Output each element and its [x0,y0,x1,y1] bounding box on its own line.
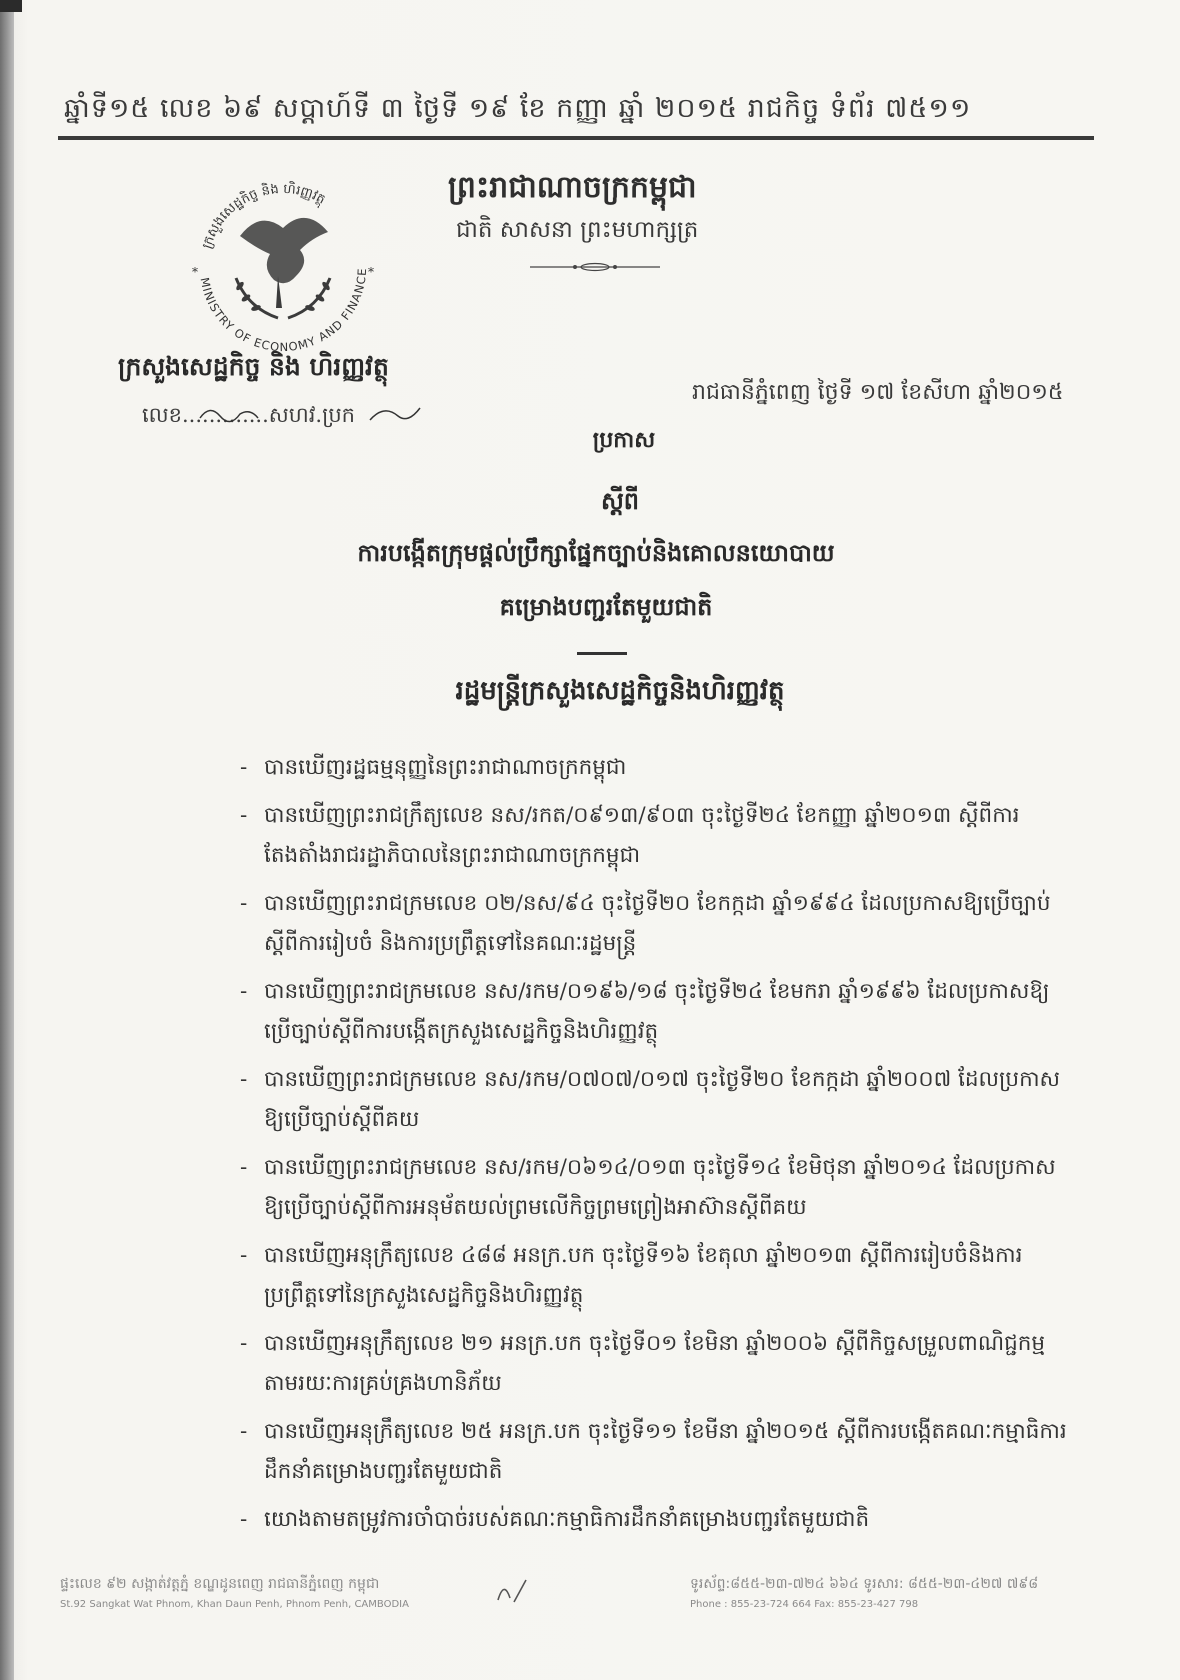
kingdom-title: ព្រះរាជាណាចក្រកម្ពុជា [448,170,697,205]
document-type: ប្រកាស [592,427,656,453]
scan-corner-mark [0,0,22,12]
handwritten-ref-icon [192,398,432,432]
issuer-title: រដ្ឋមន្ត្រីក្រសួងសេដ្ឋកិច្ចនិងហិរញ្ញវត្ថុ [455,676,785,706]
consideration-item: - យោងតាមតម្រូវការចាំបាច់របស់គណៈកម្មាធិការដឹកនាំគម្រោងបញ្ជរតែមួយជាតិ [238,1500,1068,1540]
svg-text:*: * [192,265,198,279]
footer-address-km: ផ្ទះលេខ ៩២ សង្កាត់វត្តភ្នំ ខណ្ឌដូនពេញ រាជធានីភ្នំពេញ កម្ពុជា [60,1576,380,1592]
ministry-name: ក្រសួងសេដ្ឋកិច្ច និង ហិរញ្ញវត្ថុ [118,352,389,381]
seal-bottom-text: MINISTRY OF ECONOMY AND FINANCE [197,267,370,355]
footer-address-en: St.92 Sangkat Wat Phnom, Khan Daun Penh, Phnom Penh, CAMBODIA [60,1599,409,1610]
consideration-item: - បានឃើញរដ្ឋធម្មនុញ្ញនៃព្រះរាជាណាចក្រកម្ពុជា [238,748,1068,788]
motto-ornament-icon [530,262,660,272]
footer-phone-en: Phone : 855-23-724 664 Fax: 855-23-427 798 [690,1599,919,1610]
subject-line-1: ការបង្កើតក្រុមផ្តល់ប្រឹក្សាផ្នែកច្បាប់និងគោលនយោបាយ [357,538,835,567]
consideration-item: - បានឃើញអនុក្រឹត្យលេខ ៤៨៨ អនក្រ.បក ចុះថ្ងៃទី១៦ ខែតុលា ឆ្នាំ២០១៣ ស្តីពីការរៀបចំនិងការប្រព្រឹត្តទៅនៃក្រសួងសេដ្ឋកិច្ចនិងហិរញ្ញវត្ថុ [238,1236,1068,1316]
subject-divider [577,652,627,655]
consideration-item: - បានឃើញព្រះរាជក្រឹត្យលេខ នស/រកត/០៩១៣/៩០៣ ចុះថ្ងៃទី២៤ ខែកញ្ញា ឆ្នាំ២០១៣ ស្តីពីការតែងតាំងរាជរដ្ឋាភិបាលនៃព្រះរាជាណាចក្រកម្ពុជា [238,796,1068,876]
kingdom-motto: ជាតិ សាសនា ព្រះមហាក្សត្រ [456,217,699,243]
gazette-header: ឆ្នាំទី១៥ លេខ ៦៩ សប្តាហ៍ទី ៣ ថ្ងៃទី ១៩ ខែ កញ្ញា ឆ្នាំ ២០១៥ រាជកិច្ច ទំព័រ ៧៥១១ [64,93,972,124]
reference-number: លេខ.............សហវ.ប្រក [142,403,356,427]
svg-text:*: * [368,265,374,279]
header-rule [58,136,1094,140]
date-line: រាជធានីភ្នំពេញ ថ្ងៃទី ១៧ ខែសីហា ឆ្នាំ២០១៥ [692,380,1064,405]
subject-label: ស្តីពី [600,486,640,515]
scan-edge [0,0,14,1680]
considerations-list [238,748,1068,1548]
ministry-seal-icon [178,158,388,358]
consideration-item: - បានឃើញព្រះរាជក្រមលេខ នស/រកម/០៦១៤/០១៣ ចុះថ្ងៃទី១៤ ខែមិថុនា ឆ្នាំ២០១៤ ដែលប្រកាស ឱ្យប្រើច្បាប់ស្តីពីការអនុម័តយល់ព្រមលើកិច្ចព្រមព្រៀងអាស៊ានស្តីពីគយ [238,1148,1068,1228]
page-footer [60,1574,1100,1634]
footer-address [60,1574,480,1610]
subject-line-2: គម្រោងបញ្ជរតែមួយជាតិ [499,592,713,621]
consideration-item: - បានឃើញព្រះរាជក្រមលេខ នស/រកម/០៧០៧/០១៧ ចុះថ្ងៃទី២០ ខែកក្កដា ឆ្នាំ២០០៧ ដែលប្រកាស ឱ្យប្រើច្បាប់ស្តីពីគយ [238,1060,1068,1140]
footer-phone-km: ទូរស័ព្ទ:៨៥៥-២៣-៧២៤ ៦៦៤ ទូរសារ: ៨៥៥-២៣-៤២៧ ៧៩៨ [690,1576,1039,1592]
footer-contact [690,1574,1090,1610]
consideration-item: - បានឃើញអនុក្រឹត្យលេខ ២៥ អនក្រ.បក ចុះថ្ងៃទី១១ ខែមីនា ឆ្នាំ២០១៥ ស្តីពីការបង្កើតគណៈកម្មាធិការដឹកនាំគម្រោងបញ្ជរតែមួយជាតិ [238,1412,1068,1492]
handwritten-initial-icon [492,1576,532,1606]
consideration-item: - បានឃើញព្រះរាជក្រមលេខ ០២/នស/៩៤ ចុះថ្ងៃទី២០ ខែកក្កដា ឆ្នាំ១៩៩៤ ដែលប្រកាសឱ្យប្រើច្បាប់ស្តីពីការរៀបចំ និងការប្រព្រឹត្តទៅនៃគណៈរដ្ឋមន្ត្រី [238,884,1068,964]
seal-top-text: ក្រសួងសេដ្ឋកិច្ច និង ហិរញ្ញវត្ថុ [199,181,328,251]
consideration-item: - បានឃើញអនុក្រឹត្យលេខ ២១ អនក្រ.បក ចុះថ្ងៃទី០១ ខែមិនា ឆ្នាំ២០០៦ ស្តីពីកិច្ចសម្រួលពាណិជ្ជកម្មតាមរយៈការគ្រប់គ្រងហានិភ័យ [238,1324,1068,1404]
consideration-item: - បានឃើញព្រះរាជក្រមលេខ នស/រកម/០១៩៦/១៨ ចុះថ្ងៃទី២៤ ខែមករា ឆ្នាំ១៩៩៦ ដែលប្រកាសឱ្យប្រើច្បាប់ស្តីពីការបង្កើតក្រសួងសេដ្ឋកិច្ចនិងហិរញ្ញវត្ថុ [238,972,1068,1052]
